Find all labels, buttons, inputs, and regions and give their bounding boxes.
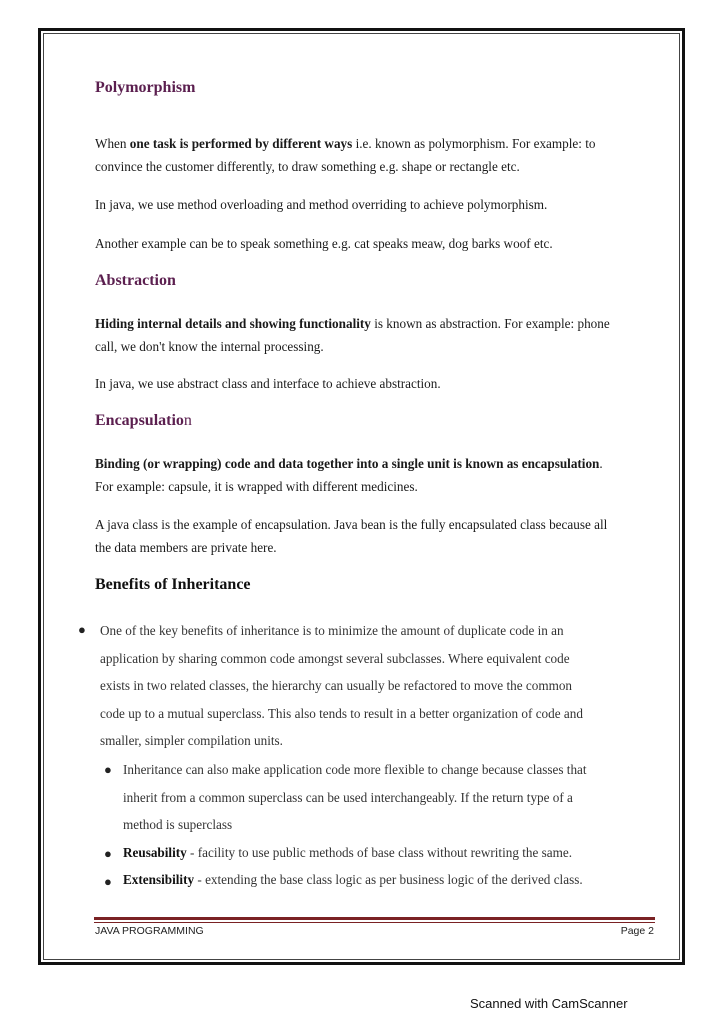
heading-abstraction: Abstraction <box>95 272 176 289</box>
scanner-watermark: Scanned with CamScanner <box>470 996 628 1011</box>
bullet-dot: ● <box>104 874 112 889</box>
list-item-extensibility: Extensibility - extending the base class logic as per business logic of the derived class. <box>123 872 583 887</box>
heading-benefits-of-inheritance: Benefits of Inheritance <box>95 576 251 593</box>
abstraction-paragraph-2: In java, we use abstract class and interface to achieve abstraction. <box>95 376 441 391</box>
bullet-dot: ● <box>104 846 112 861</box>
list-item-flexibility: Inheritance can also make application code more flexible to change because classes that inherit from a common superclass can be used interchangeably. If the return type of a method is superclass <box>123 762 587 832</box>
encapsulation-paragraph-1: Binding (or wrapping) code and data together into a single unit is known as encapsulation. For example: capsule, it is wrapped with different medicines. <box>95 456 603 494</box>
polymorphism-paragraph-2: In java, we use method overloading and method overriding to achieve polymorphism. <box>95 197 548 212</box>
list-item-reusability: Reusability - facility to use public methods of base class without rewriting the same. <box>123 845 573 860</box>
list-item-main-benefit: One of the key benefits of inheritance is to minimize the amount of duplicate code in an application by sharing common code amongst several subclasses. Where equivalent code exists in two related classes, the hierarchy can usually be refactored to move the common code up to a mutual superclass. This also tends to result in a better organization of code and smaller, simpler compilation units. <box>100 623 583 748</box>
bullet-dot: ● <box>104 762 112 777</box>
encapsulation-paragraph-2: A java class is the example of encapsulation. Java bean is the fully encapsulated class because all the data members are private here. <box>95 517 608 555</box>
polymorphism-paragraph-1: When one task is performed by different ways i.e. known as polymorphism. For example: to convince the customer differently, to draw something e.g. shape or rectangle etc. <box>95 136 596 174</box>
footer-title: JAVA PROGRAMMING <box>95 925 204 937</box>
footer-rule-thin <box>94 922 655 923</box>
heading-polymorphism: Polymorphism <box>95 79 196 96</box>
polymorphism-paragraph-3: Another example can be to speak something e.g. cat speaks meaw, dog barks woof etc. <box>95 236 553 251</box>
footer-rule <box>94 917 655 920</box>
heading-encapsulation: Encapsulation <box>95 412 192 429</box>
bullet-dot: ● <box>78 622 86 637</box>
footer-page-number: Page 2 <box>620 925 654 937</box>
abstraction-paragraph-1: Hiding internal details and showing functionality is known as abstraction. For example: phone call, we don't know the internal processing. <box>95 316 610 354</box>
